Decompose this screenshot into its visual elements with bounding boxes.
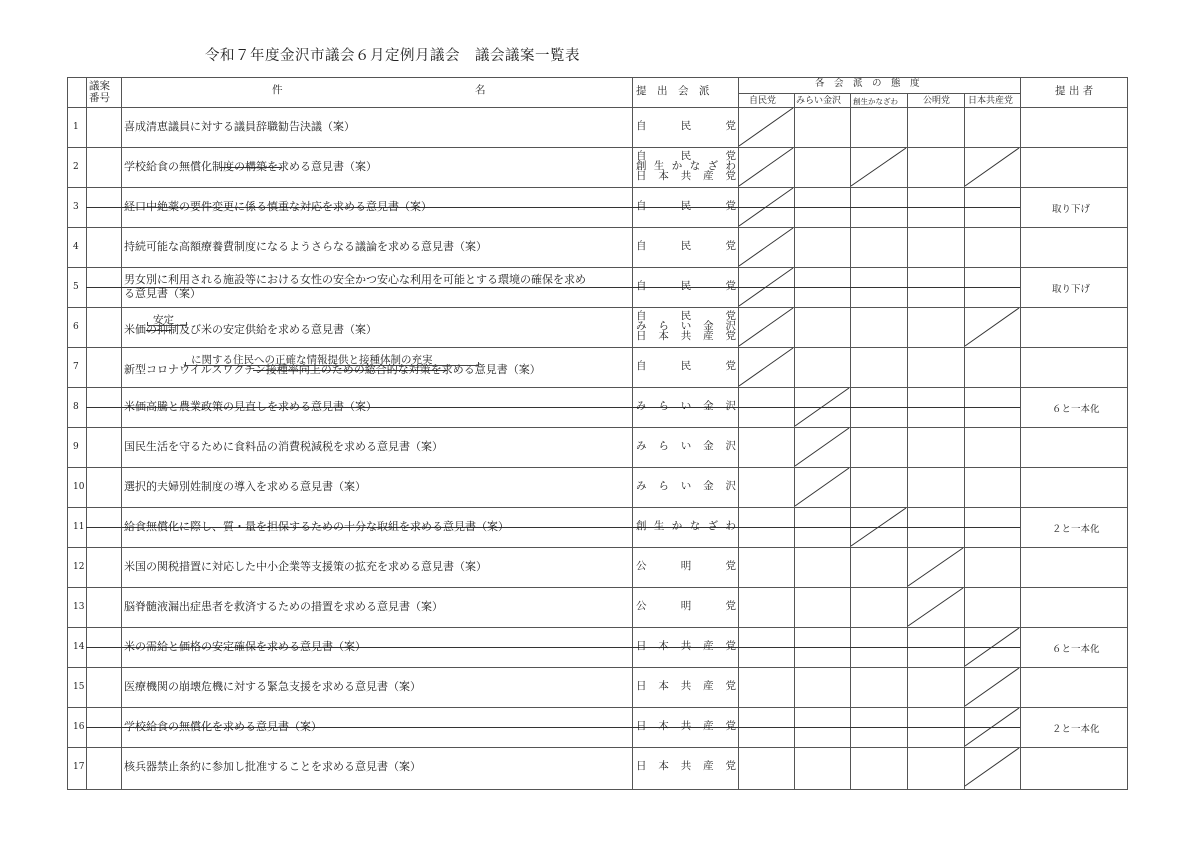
row-submitting-party: み ら い 金 沢 [636,440,736,452]
row-title: 米価の抑制及び米の安定供給を求める意見書（案） [124,323,377,336]
row-number: 5 [73,282,79,292]
row-submitting-party: 創 生 か な ざ わ [636,160,736,172]
row-submitter-note: ６と一本化 [1052,644,1100,655]
stance-slash [739,348,793,386]
stance-slash [965,748,1019,786]
row-submitting-party: 日 本 共 産 党 [636,170,736,182]
bill-table [67,77,1128,790]
stance-slash [965,148,1019,186]
header-party-mirai-kanazawa: みらい金沢 [796,96,842,106]
header-party-komeito: 公明党 [923,96,951,106]
header-party-jiminto: 自民党 [749,96,777,106]
row-title: 核兵器禁止条約に参加し批准することを求める意見書（案） [124,760,421,773]
row-title-cont: る意見書（案） [124,287,201,300]
row-title: 経口中絶薬の要件変更に係る慎重な対応を求める意見書（案） [124,200,432,213]
stance-slash [795,468,849,506]
row-number: 9 [73,442,79,452]
row-submitting-party: 自 民 党 [636,200,736,212]
row-title: 医療機関の崩壊危機に対する緊急支援を求める意見書（案） [124,680,421,693]
stance-slash [965,308,1019,346]
row-number: 6 [73,322,79,332]
stance-slash [908,548,963,586]
row-submitting-party: 創 生 か な ざ わ [636,520,736,532]
row-title: 持続可能な高額療養費制度になるようさらなる議論を求める意見書（案） [124,240,487,253]
row-submitting-party: 日 本 共 産 党 [636,640,736,652]
row-title: 喜成清恵議員に対する議員辞職勧告決議（案） [124,120,355,133]
annotation-bracket [147,322,187,326]
row-submitting-party: 自 民 党 [636,120,736,132]
row-title: 新型コロナウイルスワクチン接種率向上のための総合的な対策を求める意見書（案） [124,363,541,376]
row-submitting-party: 日 本 共 産 党 [636,680,736,692]
row-title: 選択的夫婦別姓制度の導入を求める意見書（案） [124,480,366,493]
stance-slash [739,148,793,186]
row-submitting-party: 公 明 党 [636,560,736,572]
row-submitting-party: み ら い 金 沢 [636,320,736,332]
header-submitter: 提 出 者 [1055,85,1094,97]
header-submitter-party: 提 出 会 派 [636,85,710,97]
row-annotation: に関する住民への正確な情報提供と接種体制の充実 [191,354,433,366]
row-number: 15 [73,682,85,692]
row-submitting-party: 自 民 党 [636,240,736,252]
row-annotation: 安定 [153,314,174,326]
stance-slash [851,148,906,186]
row-submitting-party: 自 民 党 [636,360,736,372]
header-stance-group: 各 会 派 の 態 度 [815,78,920,89]
row-number: 10 [73,482,85,492]
row-submitter-note: ２と一本化 [1052,724,1100,735]
row-submitting-party: 自 民 党 [636,280,736,292]
row-number: 12 [73,562,85,572]
row-submitting-party: 日 本 共 産 党 [636,330,736,342]
header-no-line2: 番号 [89,92,110,104]
stance-slash [795,428,849,466]
row-number: 14 [73,642,85,652]
row-number: 8 [73,402,79,412]
header-subject-2: 名 [475,84,486,96]
row-number: 2 [73,162,79,172]
row-submitter-note: ２と一本化 [1052,524,1100,535]
row-submitter-note: ６と一本化 [1052,404,1100,415]
row-title: 給食無償化に際し、質・量を担保するための十分な取組を求める意見書（案） [124,520,509,533]
row-title: 学校給食の無償化を求める意見書（案） [124,720,322,733]
row-title: 米価高騰と農業政策の見直しを求める意見書（案） [124,400,377,413]
row-title: 米国の関税措置に対応した中小企業等支援策の拡充を求める意見書（案） [124,560,487,573]
row-number: 4 [73,242,79,252]
header-party-sosei-kanazawa: 創生かなざわ [853,97,898,106]
row-number: 1 [73,122,79,132]
header-subject-1: 件 [272,84,283,96]
row-submitting-party: 自 民 党 [636,150,736,162]
row-submitting-party: 日 本 共 産 党 [636,760,736,772]
stance-slash [739,228,793,266]
row-number: 16 [73,722,85,732]
row-number: 11 [73,522,85,532]
row-submitter-note: 取り下げ [1052,284,1091,295]
header-no-line1: 議案 [89,80,110,92]
stance-slash [965,668,1019,706]
row-number: 17 [73,762,85,772]
document-title: 令和７年度金沢市議会６月定例月議会 議会議案一覧表 [205,48,580,64]
stance-slash [908,588,963,626]
stance-slash [739,108,793,146]
row-title: 男女別に利用される施設等における女性の安全かつ安心な利用を可能とする環境の確保を求め [124,273,586,286]
row-number: 3 [73,202,79,212]
row-title: 国民生活を守るために食料品の消費税減税を求める意見書（案） [124,440,443,453]
annotation-bracket [185,362,479,366]
row-submitting-party: み ら い 金 沢 [636,400,736,412]
row-submitting-party: み ら い 金 沢 [636,480,736,492]
row-submitter-note: 取り下げ [1052,204,1091,215]
row-number: 13 [73,602,85,612]
row-title: 脳脊髄液漏出症患者を救済するための措置を求める意見書（案） [124,600,443,613]
row-submitting-party: 自 民 党 [636,310,736,322]
row-submitting-party: 日 本 共 産 党 [636,720,736,732]
row-title: 学校給食の無償化制度の構築を求める意見書（案） [124,160,377,173]
row-submitting-party: 公 明 党 [636,600,736,612]
row-title: 米の需給と価格の安定確保を求める意見書（案） [124,640,366,653]
stance-slash [739,308,793,346]
header-party-kyosanto: 日本共産党 [968,96,1014,106]
row-number: 7 [73,362,79,372]
